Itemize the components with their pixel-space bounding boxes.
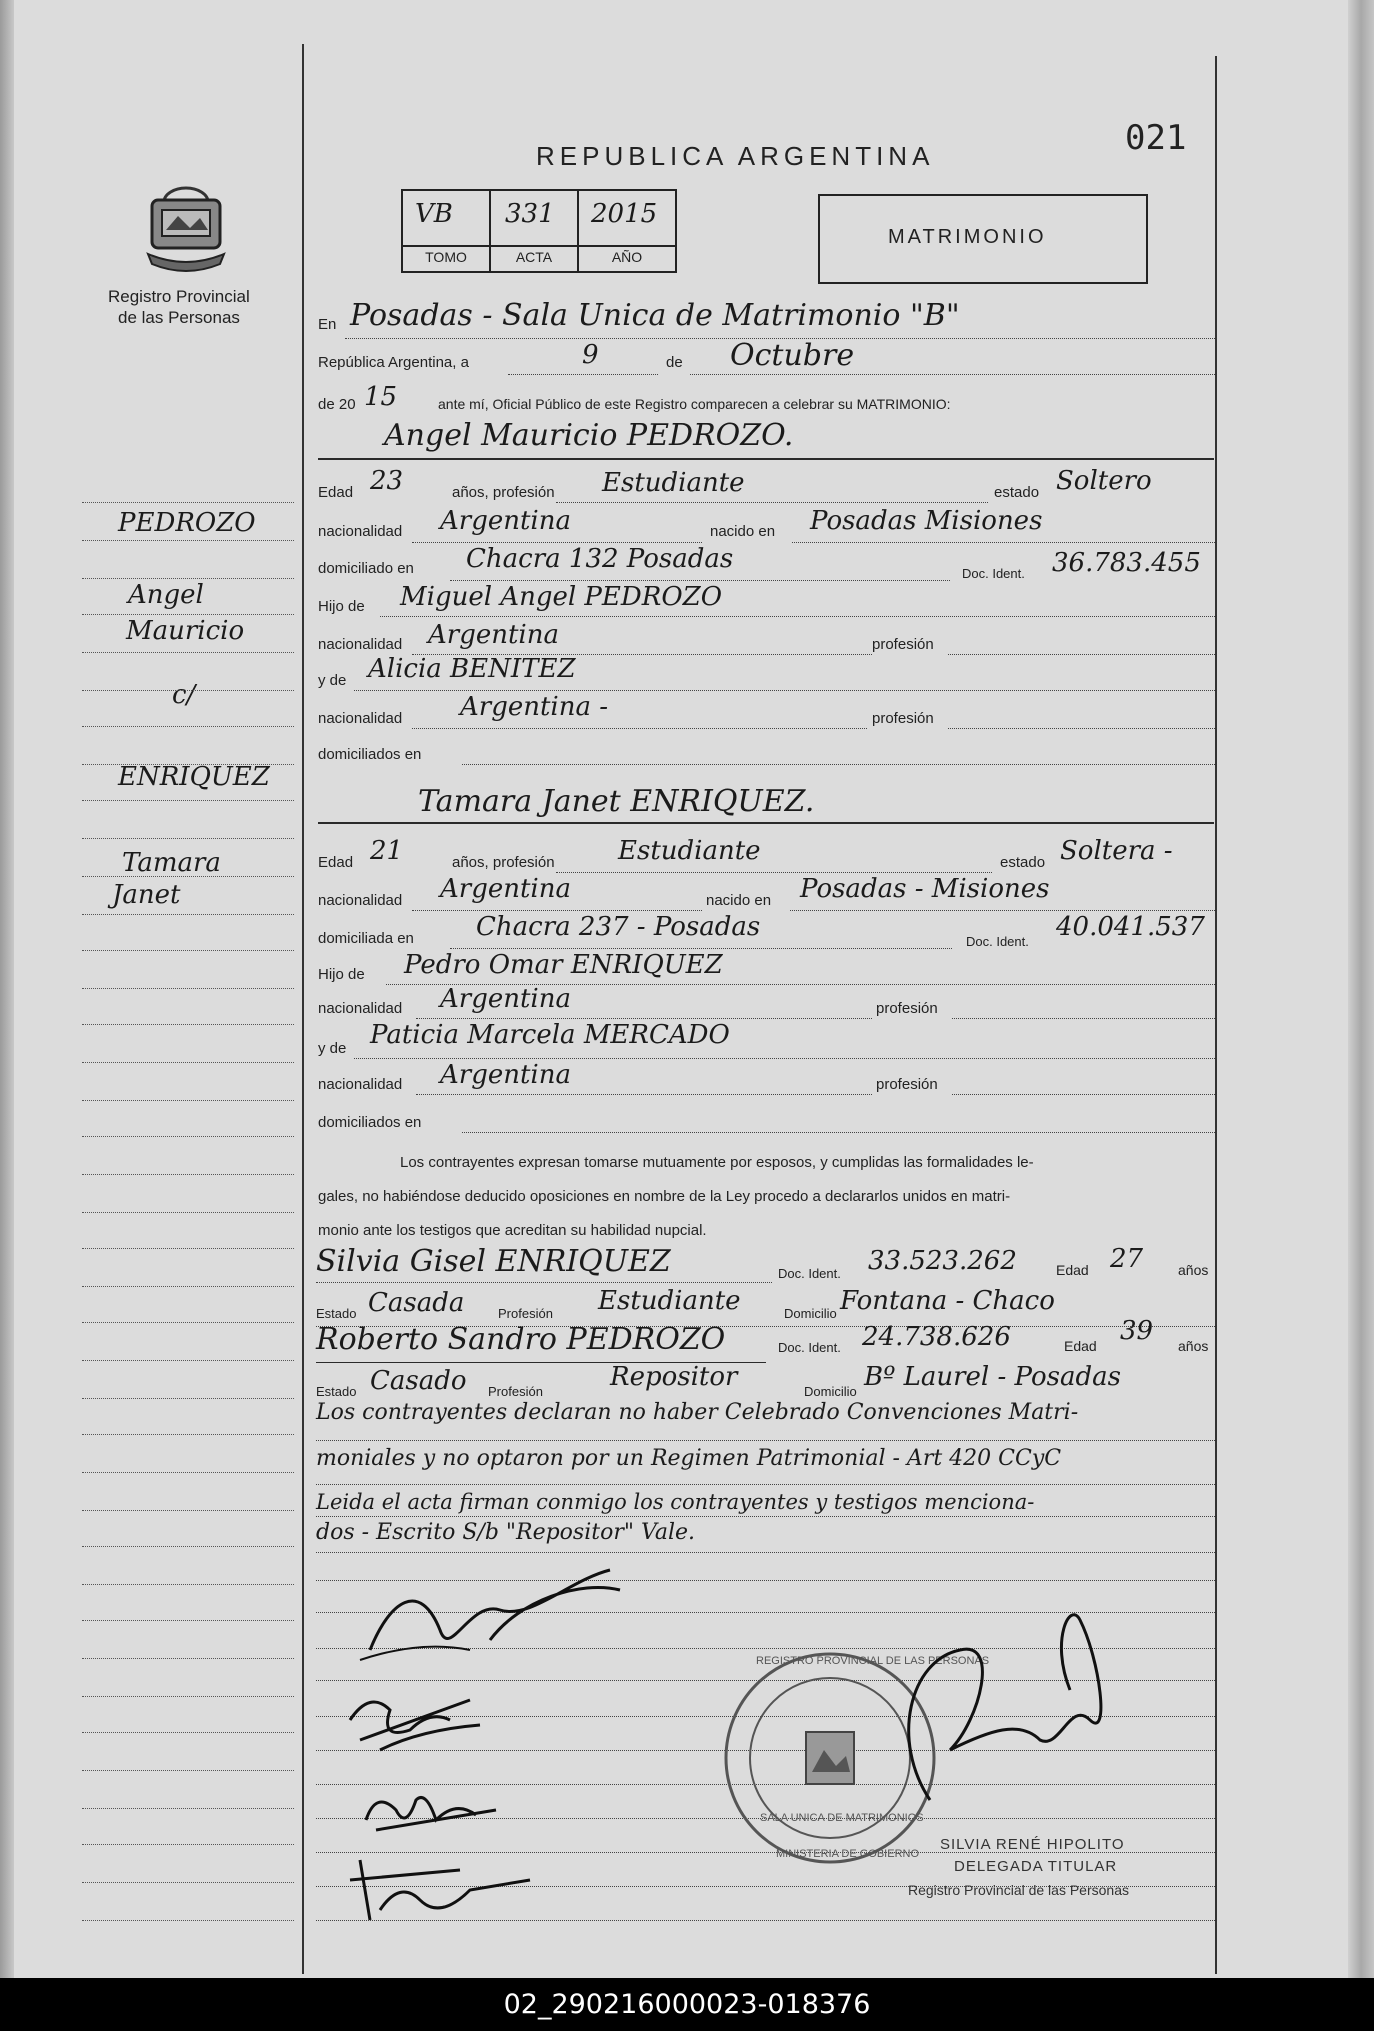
witness1-doc: 33.523.262 [868, 1246, 1017, 1276]
left-border-line [302, 44, 304, 1974]
page-number: 021 [1125, 118, 1187, 158]
spouse1-estado: Soltero [1056, 466, 1152, 496]
spouse2-name: Tamara Janet ENRIQUEZ. [418, 784, 815, 819]
de-label: de [666, 354, 683, 371]
intro-text: ante mí, Oficial Público de este Registro comparecen a celebrar su MATRIMONIO: [438, 396, 951, 412]
right-border-line [1215, 56, 1217, 1974]
witness1-domicilio: Fontana - Chaco [840, 1286, 1055, 1316]
signature-spouse1 [330, 1540, 630, 1680]
notes-line1: Los contrayentes declaran no haber Celebrado Convenciones Matri- [316, 1400, 1079, 1425]
spouse1-nacionalidad: Argentina [440, 506, 571, 536]
en-label: En [318, 316, 337, 333]
month-value: Octubre [730, 338, 855, 373]
year-prefix: de 20 [318, 396, 356, 413]
signature-spouse2 [340, 1680, 500, 1760]
ano-value: 2015 [591, 199, 658, 229]
notes-line2: moniales y no optaron por un Regimen Patrimonial - Art 420 CCyC [316, 1446, 1062, 1471]
signature-witness2 [340, 1850, 540, 1930]
witness2-edad: 39 [1120, 1316, 1154, 1346]
margin-note-c: c/ [172, 680, 196, 710]
stamp-ring-text: REGISTRO PROVINCIAL DE LAS PERSONAS [756, 1655, 990, 1667]
spouse2-divider [318, 822, 1214, 824]
country-title: REPUBLICA ARGENTINA [536, 141, 935, 171]
spouse2-madre-nac: Argentina [440, 1060, 571, 1090]
legal-paragraph: Los contrayentes expresan tomarse mutuamente por esposos, y cumplidas las formalidades le- gales, no habiéndose deducido oposiciones en nombre de la Ley procedo a declararlos unidos en matri- monio ante los testigos que acreditan su habilidad nupcial. [318, 1154, 1034, 1239]
signature-officer [870, 1600, 1130, 1820]
book-right-edge [1348, 0, 1374, 1978]
spouse2-profesion: Estudiante [618, 836, 761, 866]
acta-value: 331 [505, 199, 555, 229]
notes-line4: dos - Escrito S/b "Repositor" Vale. [316, 1520, 696, 1545]
tomo-value: VB [415, 199, 453, 229]
spouse2-estado: Soltera - [1060, 836, 1173, 866]
stamp-bottom-text: MINISTERIA DE GOBIERNO [776, 1848, 920, 1860]
registry-emblem-icon [138, 172, 234, 276]
book-left-edge [0, 0, 14, 1978]
spouse2-nacido: Posadas - Misiones [800, 874, 1050, 904]
spouse1-nacido: Posadas Misiones [810, 506, 1043, 536]
margin-note-mauricio: Mauricio [126, 616, 245, 646]
witness2-domicilio: Bº Laurel - Posadas [864, 1362, 1121, 1392]
record-type-label: MATRIMONIO [888, 226, 1047, 248]
registry-name-line1: Registro Provincial [108, 287, 250, 306]
witness2-profesion: Repositor [610, 1362, 738, 1392]
spouse1-padre: Miguel Angel PEDROZO [400, 582, 723, 612]
officer-office: Registro Provincial de las Personas [908, 1882, 1129, 1898]
registry-name-line2: de las Personas [118, 308, 240, 327]
day-value: 9 [582, 340, 599, 370]
spouse2-padre: Pedro Omar ENRIQUEZ [404, 950, 723, 980]
spouse2-domicilio: Chacra 237 - Posadas [476, 912, 761, 942]
spouse2-padre-nac: Argentina [440, 984, 571, 1014]
margin-note-pedrozo: PEDROZO [118, 508, 256, 538]
ano-label: AÑO [611, 249, 643, 265]
republica-label: República Argentina, a [318, 354, 469, 371]
document-page: Registro Provincial de las Personas REPUBLICA ARGENTINA 021 VB 331 2015 TOMO ACTA AÑO MATRIMONIO En Posadas - Sala Unica de Matrimonio "B" República Argentina, a 9 de Octubre de 20 15 ante mí, Oficial Público de este Registro comparecen a celebrar su MATRIMONIO: Angel Mauricio PEDROZO. Edad 23 años, profesión Estudiante estado Soltero nacionalidad Argentina nacido en Posadas Misiones domiciliado en Chacra 132 Posadas Doc. Ident. 36.783.455 Hijo de Miguel Angel PEDROZO nacionalidad Argentina profesión y de Alicia BENITEZ nacionalidad Argentina - profesión domiciliados en Tamara Janet ENRIQUEZ. Edad 21 años, profesión Estudiante estado Soltera - nacionalidad Argentina nacido en Posadas - Misiones domiciliada en Chacra 237 - Posadas Doc. Ident. 40.041.537 Hijo de Pedro Omar ENRIQUEZ nacionalidad Argentina profesión y de Paticia Marcela MERCADO nacionalidad Argentina profesión domiciliados en Los contrayentes expresan tomarse mutuamente por esposos, y cumplidas las formalidades le- gales, no habiéndose deducido oposiciones en nombre de la Ley procedo a declararlos unidos en matri- monio ante los testigos que acreditan su habilidad nupcial. Silvia Gisel ENRIQUEZ Doc. Ident. 33.523.262 Edad 27 años Estado Casada Profesión Estudiante Domicilio Fontana - Chaco Roberto Sandro PEDROZO Doc. Ident. 24.738.626 Edad 39 años Estado Casado Profesión Repositor Domicilio Bº Laurel - Posadas Los contrayentes declaran no haber Celebrado Convenciones Matri- moniales y no optaron por un Regimen Patrimonial - Art 420 CCyC Leida el acta firman conmigo los contrayentes y testigos menciona- dos - Escrito S/b "Repositor" Vale. PEDROZO Angel Mauricio c/ ENRIQUEZ Tamara Janet REGISTRO PROVINCIAL DE LAS PERSONAS SALA UNICA DE MATRIMONIOS MINISTERIA DE GOBIERNO SILVIA RENÉ HIPOLITO DELEGADA TITULAR Registro Provincial de las Personas [0, 0, 1374, 1978]
spouse1-domicilio: Chacra 132 Posadas [466, 544, 734, 574]
spouse1-name: Angel Mauricio PEDROZO. [384, 418, 794, 453]
spouse1-madre: Alicia BENITEZ [368, 654, 576, 684]
officer-name: SILVIA RENÉ HIPOLITO [940, 1836, 1125, 1853]
officer-title: DELEGADA TITULAR [954, 1858, 1118, 1875]
document-id-footer: 02_290216000023-018376 [0, 1978, 1374, 2031]
witness1-name: Silvia Gisel ENRIQUEZ [316, 1244, 671, 1279]
spouse1-profesion: Estudiante [602, 468, 745, 498]
spouse2-madre: Paticia Marcela MERCADO [370, 1020, 730, 1050]
margin-note-tamara: Tamara [122, 848, 221, 878]
spouse2-doc: 40.041.537 [1056, 912, 1205, 942]
witness1-edad: 27 [1110, 1244, 1144, 1274]
spouse2-edad: 21 [370, 836, 404, 866]
spouse2-nacionalidad: Argentina [440, 874, 571, 904]
place-value: Posadas - Sala Unica de Matrimonio "B" [350, 298, 960, 333]
margin-note-angel: Angel [128, 580, 204, 610]
signature-witness1 [356, 1780, 516, 1840]
spouse1-padre-nac: Argentina [428, 620, 559, 650]
margin-note-enriquez: ENRIQUEZ [118, 762, 270, 792]
year-value: 15 [364, 382, 398, 412]
spouse1-divider [318, 458, 1214, 460]
notes-line3: Leida el acta firman conmigo los contrayentes y testigos menciona- [316, 1490, 1035, 1514]
acta-label: ACTA [515, 249, 553, 265]
witness2-estado: Casado [370, 1366, 467, 1396]
record-number-box [401, 189, 677, 273]
witness1-estado: Casada [368, 1288, 465, 1318]
spouse1-edad: 23 [370, 466, 404, 496]
margin-note-janet: Janet [112, 880, 181, 910]
spouse1-madre-nac: Argentina - [460, 692, 609, 722]
witness1-profesion: Estudiante [598, 1286, 741, 1316]
record-type-box [818, 194, 1148, 284]
stamp-inner-text: SALA UNICA DE MATRIMONIOS [760, 1812, 924, 1824]
witness2-doc: 24.738.626 [862, 1322, 1011, 1352]
witness2-name: Roberto Sandro PEDROZO [316, 1322, 726, 1357]
spouse1-doc: 36.783.455 [1052, 548, 1201, 578]
tomo-label: TOMO [425, 249, 467, 265]
